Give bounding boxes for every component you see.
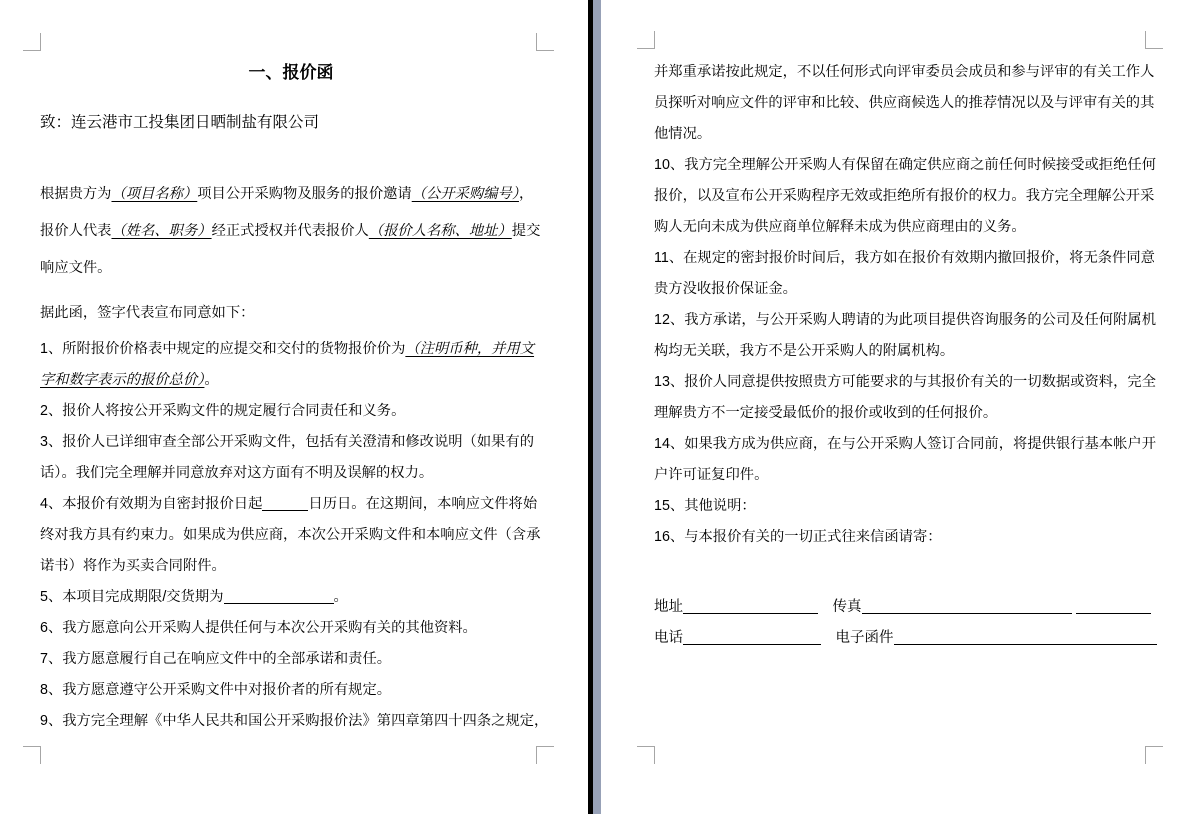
text-span: [821, 630, 836, 646]
text-line: [40, 334, 542, 365]
text-span: 14、如果我方成为供应商，在与公开采购人签订合同前，将提供银行基本帐户开: [654, 436, 1156, 452]
text-line: [654, 57, 1155, 88]
text-span: 报价，以及宣布公开采购程序无效或拒绝所有报价的权力。我方完全理解公开采: [654, 188, 1155, 204]
text-span: 地址: [654, 599, 683, 615]
block-items: [40, 334, 549, 737]
text-span: 12、我方承诺，与公开采购人聘请的为此项目提供咨询服务的公司及任何附属机: [654, 312, 1156, 328]
text-span: 构均无关联，我方不是公开采购人的附属机构。: [654, 343, 955, 359]
text-line: [654, 460, 1150, 491]
text-line: [40, 489, 542, 520]
text-span: 2、报价人将按公开采购文件的规定履行合同责任和义务。: [40, 403, 406, 419]
crop-mark-bottom-left: [23, 746, 41, 764]
crop-mark-top-left: [23, 33, 41, 51]
blank-field: [894, 632, 1157, 645]
text-span: 电子函件: [835, 630, 894, 646]
placeholder-text: （姓名、职务）: [111, 223, 212, 239]
text-span: 员探听对响应文件的评审和比较、供应商候选人的推荐情况以及与评审有关的其: [654, 95, 1155, 111]
text-line: [654, 592, 1150, 623]
crop-mark-top-right: [1145, 31, 1163, 49]
text-span: 购人无向未成为供应商单位解释未成为供应商理由的义务。: [654, 219, 1026, 235]
text-span: 13、报价人同意提供按照贵方可能要求的与其报价有关的一切数据或资料，完全: [654, 374, 1156, 390]
text-line: [40, 427, 542, 458]
blank-field: [683, 632, 821, 645]
text-span: 11、在规定的密封报价时间后，我方如在报价有效期内撤回报价，将无条件同意: [654, 250, 1155, 266]
text-line: [40, 110, 542, 136]
text-line: [654, 429, 1156, 460]
block-gap: [654, 553, 1150, 592]
text-span: 他情况。: [654, 126, 712, 142]
text-span: 诺书）将作为买卖合同附件。: [40, 558, 226, 574]
text-span: 户许可证复印件。: [654, 467, 769, 483]
text-line: [654, 623, 1150, 654]
text-line: [40, 458, 542, 489]
text-span: 贵方没收报价保证金。: [654, 281, 797, 297]
text-line: [40, 520, 542, 551]
text-span: 日历日。在这期间，本响应文件将始: [308, 496, 538, 512]
text-span: 。: [204, 372, 219, 388]
text-line: [40, 582, 542, 613]
text-span: 据此函，签字代表宣布同意如下：: [40, 305, 255, 321]
crop-mark-bottom-left: [637, 746, 655, 764]
placeholder-text: （报价人名称、地址）: [368, 223, 512, 239]
text-span: 10、我方完全理解公开采购人有保留在确定供应商之前任何时候接受或拒绝任何: [654, 157, 1156, 173]
text-line: [654, 119, 1150, 150]
text-span: 响应文件。: [40, 260, 112, 276]
text-line: [40, 675, 542, 706]
text-span: ，: [518, 186, 534, 202]
text-line: [40, 706, 549, 737]
page-1-content: [40, 50, 549, 737]
text-line: [40, 176, 542, 213]
text-line: [654, 88, 1155, 119]
text-span: 15、其他说明：: [654, 498, 756, 514]
placeholder-text: 字和数字表示的报价总价）: [40, 372, 205, 388]
text-span: 话）。我们完全理解并同意放弃对这方面有不明及误解的权力。: [40, 465, 434, 481]
text-span: 4、本报价有效期为自密封报价日起: [40, 496, 263, 512]
text-line: [40, 613, 542, 644]
text-line: [654, 367, 1156, 398]
text-line: [654, 274, 1150, 305]
page-2: [601, 0, 1191, 814]
block-contact: [654, 592, 1150, 654]
text-span: 1、所附报价价格表中规定的应提交和交付的货物报价价为: [40, 341, 406, 357]
text-span: 项目公开采购物及服务的报价邀请: [197, 186, 412, 202]
blank-field: [1076, 601, 1151, 614]
text-span: 终对我方具有约束力。如果成为供应商，本次公开采购文件和本响应文件（含承: [40, 527, 541, 543]
text-span: [818, 599, 833, 615]
text-span: 并郑重承诺按此规定，不以任何形式向评审委员会成员和参与评审的有关工作人: [654, 64, 1155, 80]
crop-mark-top-right: [536, 33, 554, 51]
placeholder-text: （注明币种，并用文: [405, 341, 535, 357]
blank-field: [262, 498, 308, 511]
text-line: [654, 336, 1150, 367]
text-span: 16、与本报价有关的一切正式往来信函请寄：: [654, 529, 942, 545]
blank-field: [862, 601, 1072, 614]
text-line: [40, 551, 542, 582]
text-line: [654, 181, 1155, 212]
text-span: 3、报价人已详细审查全部公开采购文件，包括有关澄清和修改说明（如果有的: [40, 434, 535, 450]
crop-mark-bottom-right: [536, 746, 554, 764]
text-span: 5、本项目完成期限/交货期为: [40, 589, 224, 605]
block-salutation: [40, 110, 542, 136]
text-line: [654, 150, 1156, 181]
text-span: 。: [333, 589, 348, 605]
text-line: [40, 396, 542, 427]
text-span: 9、我方完全理解《中华人民共和国公开采购报价法》第四章第四十四条之规定，: [40, 713, 549, 729]
document-title: [40, 60, 542, 86]
text-span: 传真: [832, 599, 862, 615]
text-span: 电话: [654, 630, 683, 646]
text-line: [40, 644, 542, 675]
text-line: [654, 398, 1150, 429]
text-line: [654, 243, 1155, 274]
text-span: 理解贵方不一定接受最低价的报价或收到的任何报价。: [654, 405, 998, 421]
text-line: [654, 522, 1150, 553]
text-line: [654, 305, 1156, 336]
crop-mark-bottom-right: [1145, 746, 1163, 764]
text-span: 6、我方愿意向公开采购人提供任何与本次公开采购有关的其他资料。: [40, 620, 477, 636]
text-line: [40, 365, 542, 396]
crop-mark-top-left: [637, 31, 655, 49]
text-line: [40, 250, 542, 287]
text-span: 报价人代表: [40, 223, 112, 239]
text-line: [654, 212, 1150, 243]
block-declare: [40, 300, 542, 326]
text-span: 8、我方愿意遵守公开采购文件中对报价者的所有规定。: [40, 682, 392, 698]
text-span: 经正式授权并代表报价人: [211, 223, 369, 239]
text-span: 一、报价函: [248, 63, 334, 82]
placeholder-text: （项目名称）: [111, 186, 198, 202]
page-1: [0, 0, 588, 814]
block-title: [40, 60, 542, 86]
block-intro: [40, 176, 542, 287]
text-line: [40, 213, 542, 250]
text-line: [40, 300, 542, 326]
text-span: 致：连云港市工投集团日晒制盐有限公司: [40, 114, 320, 131]
pages-gap: [593, 0, 601, 814]
text-span: 7、我方愿意履行自己在响应文件中的全部承诺和责任。: [40, 651, 392, 667]
text-span: 根据贵方为: [40, 186, 112, 202]
text-span: 提交: [511, 223, 541, 239]
text-line: [654, 491, 1150, 522]
blank-field: [224, 591, 334, 604]
blank-field: [683, 601, 818, 614]
page-2-content: [654, 48, 1156, 654]
placeholder-text: （公开采购编号）: [411, 186, 519, 202]
block-body: [654, 57, 1156, 553]
